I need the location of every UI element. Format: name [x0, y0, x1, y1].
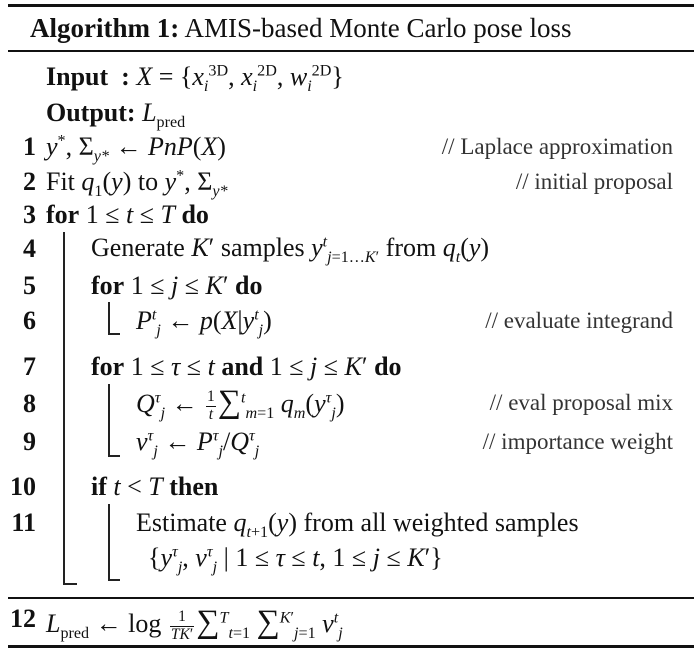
line-number: 2 [23, 167, 36, 196]
output-row: Output: $L_{pred}$ [46, 98, 186, 132]
line-1-comment: // Laplace approximation [441, 134, 673, 159]
line-7-code: for 1 ≤ τ ≤ t and 1 ≤ j ≤ K′ do [91, 352, 402, 381]
output-label: Output: [46, 98, 136, 127]
if-block-bar [108, 504, 110, 580]
line-9-code: $v^\tau_j$ ← $P^\tau_j/Q^\tau_j$ [136, 427, 260, 461]
line-10-code: if t < T then [91, 472, 219, 501]
input-label: Input [46, 62, 109, 91]
line-number: 11 [11, 508, 36, 537]
top-rule [8, 4, 694, 7]
line-3-code: for 1 ≤ t ≤ T do [46, 200, 209, 229]
line-number: 3 [23, 200, 36, 229]
line-11-code: Estimate $q_{t+1}(y)$ from all weighted samples [136, 508, 579, 542]
line-number: 10 [10, 472, 36, 501]
line-2-comment: // initial proposal [515, 169, 673, 194]
line-number: 8 [23, 389, 36, 418]
before-last-rule [8, 597, 694, 599]
bottom-rule [8, 645, 694, 648]
line-12-code: $L_{pred}$ ← log $\frac{1}{TK'}$ ∑$^T_{t=1}$ ∑$^{K'}_{j=1}$ $v^t_j$ [46, 604, 343, 643]
line-number: 1 [23, 132, 36, 161]
line-5-code: for 1 ≤ j ≤ K′ do [91, 271, 263, 300]
line-8-code: $Q^\tau_j$ ← $\frac{1}{t}$ ∑$^t_{m=1}$ $q_m(y^\tau_j)$ [136, 384, 345, 423]
line-6-comment: // evaluate integrand [485, 308, 673, 333]
outer-loop-end [63, 583, 77, 585]
line-number: 7 [23, 352, 36, 381]
line-number: 5 [23, 271, 36, 300]
line-number: 12 [10, 604, 36, 633]
line-9-comment: // importance weight [482, 429, 673, 454]
inner-loop-end-2 [108, 455, 120, 457]
line-6-code: $P^t_j$ ← $p(X|y^t_j)$ [136, 306, 272, 340]
outer-loop-bar [63, 232, 65, 584]
algorithm-label: Algorithm 1: [30, 13, 180, 43]
line-number: 6 [23, 306, 36, 335]
line-8-comment: // eval proposal mix [489, 390, 673, 415]
line-4-code: Generate K′ samples $y^t_{j=1\dots K'}$ from $q_t(y)$ [91, 233, 490, 267]
algorithm-title: AMIS-based Monte Carlo pose loss [184, 13, 572, 43]
if-block-end [108, 579, 120, 581]
inner-loop-end-1 [108, 333, 120, 335]
title-rule [8, 50, 694, 52]
line-1-code: y*, $\Sigma_{y*}$ ← PnP(X) [46, 132, 226, 166]
line-number: 9 [23, 427, 36, 456]
input-row: Input : $X = \{x_i^{3D}$, $x_i^{2D}$, $w_i^{2D}$} [46, 62, 344, 96]
line-number: 4 [23, 234, 36, 263]
inner-loop-bar-2 [108, 384, 110, 456]
line-2-code: Fit $q_1(y)$ to y*, $\Sigma_{y*}$ [46, 167, 228, 201]
algorithm-title-row [30, 13, 571, 44]
input-formula: X [136, 62, 153, 91]
inner-loop-bar-1 [108, 302, 110, 334]
line-11-set: {$y^\tau_j$, $v^\tau_j$ | 1 ≤ τ ≤ t, 1 ≤ j ≤ K′} [148, 543, 443, 577]
